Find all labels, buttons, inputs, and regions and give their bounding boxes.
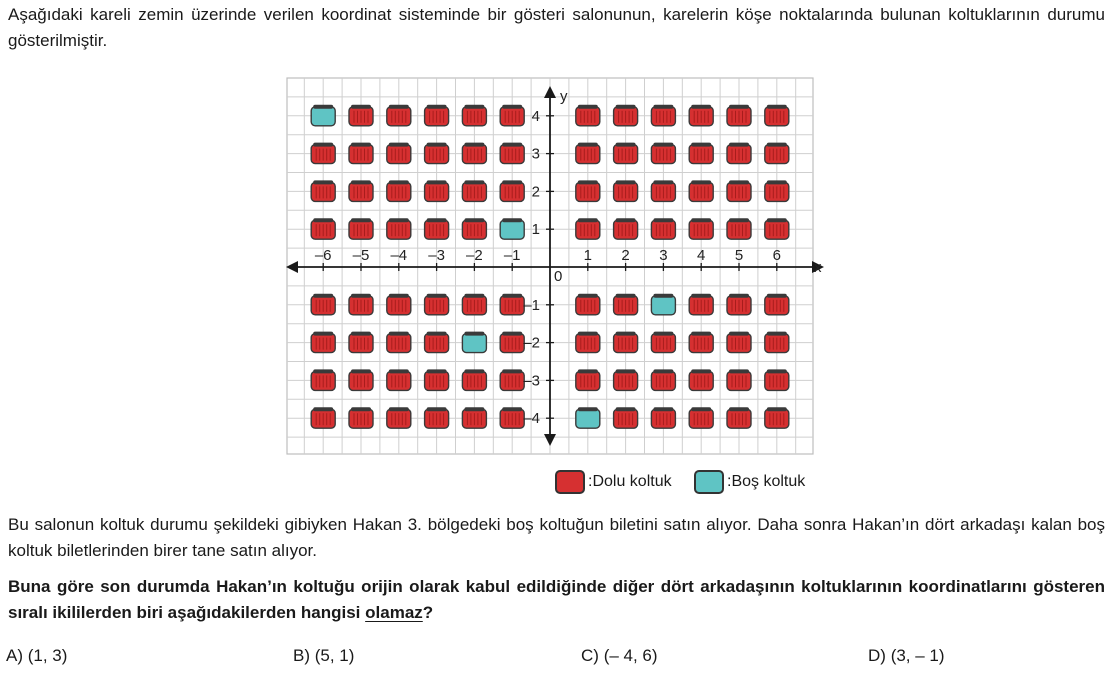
- full-seat-icon: [689, 332, 713, 353]
- full-seat-icon: [349, 105, 373, 126]
- full-seat-icon: [311, 369, 335, 390]
- full-seat-icon: [689, 105, 713, 126]
- empty-seat-icon: [311, 105, 335, 126]
- x-tick-label: 3: [659, 247, 668, 264]
- full-seat-icon: [614, 143, 638, 164]
- full-seat-icon: [387, 105, 411, 126]
- full-seat-icon: [462, 218, 486, 239]
- full-seat-icon: [349, 369, 373, 390]
- y-tick-label: 3: [531, 145, 540, 163]
- full-seat-icon: [500, 105, 524, 126]
- empty-seat-icon: [694, 470, 724, 494]
- full-seat-icon: [651, 143, 675, 164]
- full-seat-icon: [425, 407, 449, 428]
- full-seat-icon: [462, 105, 486, 126]
- full-seat-icon: [765, 180, 789, 201]
- origin-label: 0: [554, 268, 563, 285]
- full-seat-icon: [614, 332, 638, 353]
- x-tick-label: 1: [583, 247, 592, 264]
- full-seat-icon: [651, 332, 675, 353]
- full-seat-icon: [689, 143, 713, 164]
- full-seat-icon: [651, 407, 675, 428]
- full-seat-icon: [614, 369, 638, 390]
- option-d-text: (3, – 1): [890, 646, 945, 665]
- option-d-letter: D): [868, 646, 886, 665]
- x-tick-label: 6: [772, 247, 781, 264]
- full-seat-icon: [311, 180, 335, 201]
- full-seat-icon: [576, 105, 600, 126]
- question-text: Buna göre son durumda Hakan’ın koltuğu orijin olarak kabul edildiğinde diğer dört arkadaşının koltuklarının koordinatlarını gösteren sıralı ikililerden biri aşağıdakilerden hangisi: [8, 577, 1105, 622]
- full-seat-icon: [576, 218, 600, 239]
- full-seat-icon: [425, 143, 449, 164]
- option-a[interactable]: [6, 646, 67, 666]
- legend-empty: [694, 470, 805, 494]
- full-seat-icon: [425, 332, 449, 353]
- full-seat-icon: [500, 294, 524, 315]
- option-d[interactable]: [868, 646, 945, 666]
- x-tick-label: –1: [503, 247, 521, 264]
- full-seat-icon: [614, 407, 638, 428]
- full-seat-icon: [727, 407, 751, 428]
- full-seat-icon: [311, 332, 335, 353]
- full-seat-icon: [614, 218, 638, 239]
- x-tick-label: –2: [466, 247, 483, 264]
- full-seat-icon: [614, 105, 638, 126]
- full-seat-icon: [576, 369, 600, 390]
- full-seat-icon: [311, 218, 335, 239]
- full-seat-icon: [349, 294, 373, 315]
- full-seat-icon: [555, 470, 585, 494]
- full-seat-icon: [500, 332, 524, 353]
- full-seat-icon: [425, 105, 449, 126]
- y-tick-label: –3: [523, 372, 540, 390]
- full-seat-icon: [765, 218, 789, 239]
- full-seat-icon: [689, 369, 713, 390]
- full-seat-icon: [311, 143, 335, 164]
- full-seat-icon: [311, 294, 335, 315]
- full-seat-icon: [500, 143, 524, 164]
- full-seat-icon: [576, 332, 600, 353]
- full-seat-icon: [614, 180, 638, 201]
- full-seat-icon: [727, 332, 751, 353]
- full-seat-icon: [425, 369, 449, 390]
- full-seat-icon: [500, 369, 524, 390]
- full-seat-icon: [576, 180, 600, 201]
- full-seat-icon: [727, 143, 751, 164]
- full-seat-icon: [651, 180, 675, 201]
- full-seat-icon: [311, 407, 335, 428]
- full-seat-icon: [387, 180, 411, 201]
- full-seat-icon: [387, 294, 411, 315]
- full-seat-icon: [425, 180, 449, 201]
- y-tick-label: 1: [531, 221, 540, 239]
- empty-seat-icon: [500, 218, 524, 239]
- y-tick-label: 2: [531, 183, 540, 201]
- y-tick-label: 4: [531, 107, 540, 125]
- full-seat-icon: [727, 294, 751, 315]
- x-tick-label: –4: [390, 247, 408, 264]
- full-seat-icon: [689, 218, 713, 239]
- question-end: ?: [422, 603, 434, 622]
- option-c[interactable]: [581, 646, 658, 666]
- full-seat-icon: [727, 369, 751, 390]
- option-b[interactable]: [293, 646, 354, 666]
- x-tick-label: –5: [352, 247, 370, 264]
- y-tick-label: –4: [523, 410, 540, 428]
- full-seat-icon: [765, 105, 789, 126]
- option-b-letter: B): [293, 646, 310, 665]
- full-seat-icon: [387, 218, 411, 239]
- y-tick-label: –2: [523, 334, 540, 352]
- full-seat-icon: [651, 105, 675, 126]
- full-seat-icon: [462, 407, 486, 428]
- x-tick-label: –6: [314, 247, 332, 264]
- option-b-text: (5, 1): [314, 646, 355, 665]
- full-seat-icon: [462, 143, 486, 164]
- full-seat-icon: [387, 369, 411, 390]
- question-emphasis: olamaz: [365, 603, 423, 622]
- legend-empty-label: :Boş koltuk: [727, 473, 806, 490]
- option-a-text: (1, 3): [27, 646, 68, 665]
- full-seat-icon: [765, 407, 789, 428]
- question-paragraph: [8, 574, 1105, 626]
- y-axis-label: y: [560, 88, 568, 105]
- full-seat-icon: [500, 180, 524, 201]
- full-seat-icon: [462, 180, 486, 201]
- option-c-letter: C): [581, 646, 599, 665]
- option-c-text: (– 4, 6): [603, 646, 658, 665]
- full-seat-icon: [651, 369, 675, 390]
- full-seat-icon: [765, 294, 789, 315]
- full-seat-icon: [387, 407, 411, 428]
- x-tick-label: 2: [621, 247, 630, 264]
- empty-seat-icon: [462, 332, 486, 353]
- x-tick-label: 4: [697, 247, 706, 264]
- legend-full: [555, 470, 672, 494]
- full-seat-icon: [349, 180, 373, 201]
- full-seat-icon: [651, 218, 675, 239]
- full-seat-icon: [727, 180, 751, 201]
- x-tick-label: –3: [428, 247, 445, 264]
- y-tick-label: –1: [523, 296, 540, 314]
- full-seat-icon: [462, 369, 486, 390]
- full-seat-icon: [349, 143, 373, 164]
- x-axis-label: x: [814, 259, 822, 276]
- full-seat-icon: [387, 143, 411, 164]
- full-seat-icon: [387, 332, 411, 353]
- legend-full-label: :Dolu koltuk: [588, 473, 672, 490]
- full-seat-icon: [462, 294, 486, 315]
- option-a-letter: A): [6, 646, 23, 665]
- full-seat-icon: [349, 218, 373, 239]
- x-tick-label: 5: [734, 247, 744, 264]
- intro-paragraph: Aşağıdaki kareli zemin üzerinde verilen koordinat sisteminde bir gösteri salonunun, karelerin köşe noktalarında bulunan koltuklarının durumu gösterilmiştir.: [8, 5, 1105, 50]
- full-seat-icon: [614, 294, 638, 315]
- full-seat-icon: [765, 369, 789, 390]
- full-seat-icon: [765, 143, 789, 164]
- full-seat-icon: [727, 218, 751, 239]
- full-seat-icon: [689, 407, 713, 428]
- full-seat-icon: [765, 332, 789, 353]
- empty-seat-icon: [651, 294, 675, 315]
- full-seat-icon: [349, 332, 373, 353]
- full-seat-icon: [425, 294, 449, 315]
- full-seat-icon: [727, 105, 751, 126]
- full-seat-icon: [576, 143, 600, 164]
- full-seat-icon: [349, 407, 373, 428]
- empty-seat-icon: [576, 407, 600, 428]
- full-seat-icon: [425, 218, 449, 239]
- full-seat-icon: [576, 294, 600, 315]
- full-seat-icon: [500, 407, 524, 428]
- answer-options: [0, 646, 1111, 670]
- full-seat-icon: [689, 180, 713, 201]
- full-seat-icon: [689, 294, 713, 315]
- story-paragraph: Bu salonun koltuk durumu şekildeki gibiyken Hakan 3. bölgedeki boş koltuğun biletini satın alıyor. Daha sonra Hakan’ın dört arkadaşı kalan boş koltuk biletlerinden birer tane satın alıyor.: [8, 515, 1105, 560]
